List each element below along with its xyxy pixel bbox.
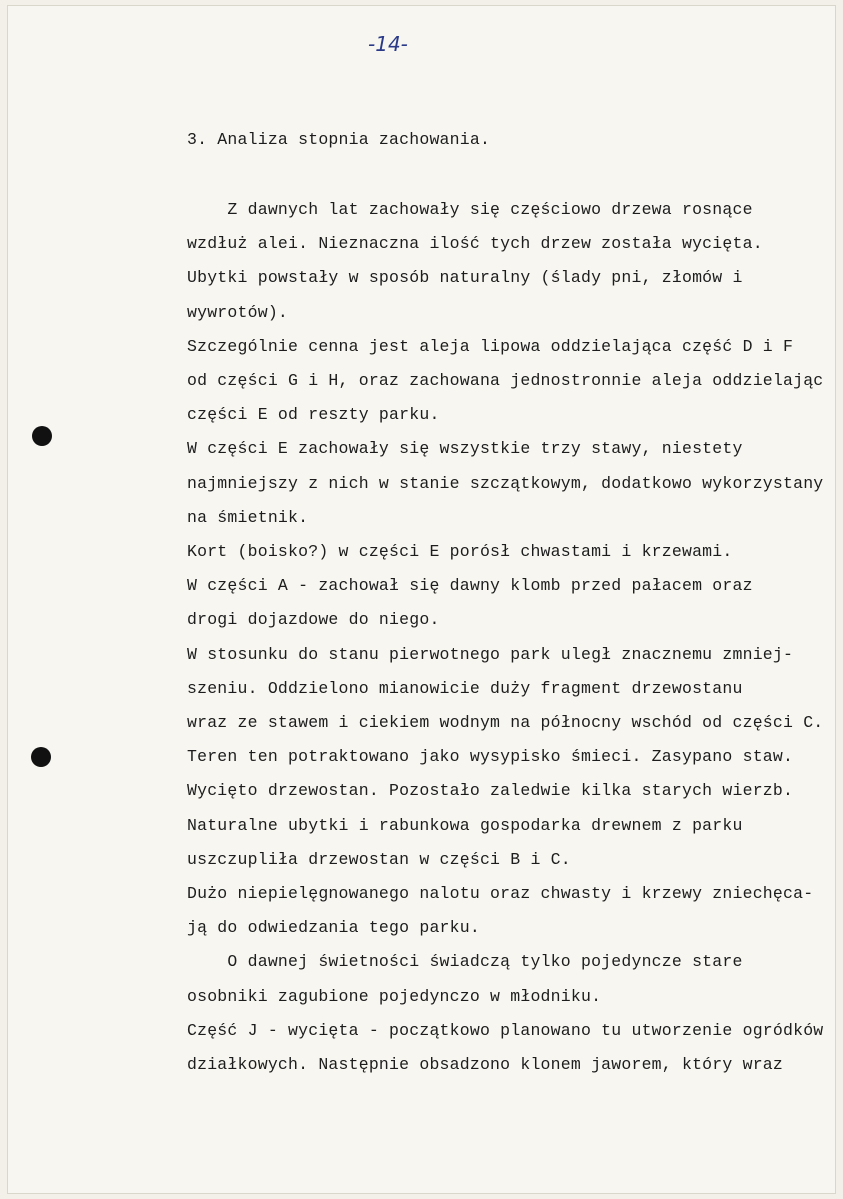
text-line: drogi dojazdowe do niego.	[187, 610, 440, 630]
text-line: osobniki zagubione pojedynczo w młodniku.	[187, 986, 602, 1006]
text-line: wraz ze stawem i ciekiem wodnym na północny wschód od części C.	[187, 713, 824, 732]
text-line: Teren ten potraktowano jako wysypisko śmieci. Zasypano staw.	[187, 747, 794, 767]
text-line: części E od reszty parku.	[187, 405, 440, 425]
text-line: Wycięto drzewostan. Pozostało zaledwie kilka starych wierzb.	[187, 781, 794, 801]
text-line: ją do odwiedzania tego parku.	[187, 918, 480, 938]
text-line: wzdłuż alei. Nieznaczna ilość tych drzew została wycięta.	[187, 234, 763, 254]
text-line: Z dawnych lat zachowały się częściowo drzewa rosnące	[187, 200, 753, 219]
text-line: Szczególnie cenna jest aleja lipowa oddzielająca część D i F	[187, 336, 794, 356]
text-line: Ubytki powstały w sposób naturalny (ślady pni, złomów i	[187, 268, 743, 288]
text-line: najmniejszy z nich w stanie szczątkowym, dodatkowo wykorzystany	[187, 473, 824, 493]
text-line: W stosunku do stanu pierwotnego park uległ znacznemu zmniej-	[187, 644, 794, 664]
text-line: na śmietnik.	[187, 507, 309, 527]
text-line: szeniu. Oddzielono mianowicie duży fragment drzewostanu	[187, 678, 743, 698]
text-line: działkowych. Następnie obsadzono klonem jaworem, który wraz	[187, 1055, 783, 1074]
text-line: Dużo niepielęgnowanego nalotu oraz chwasty i krzewy zniechęca-	[187, 884, 814, 903]
text-line: O dawnej świetności świadczą tylko pojedyncze stare	[187, 952, 743, 972]
text-line: uszczupliła drzewostan w części B i C.	[187, 849, 571, 869]
text-line: Naturalne ubytki i rabunkowa gospodarka drewnem z parku	[187, 815, 743, 835]
text-line: W części E zachowały się wszystkie trzy stawy, niestety	[187, 439, 743, 459]
punch-hole-bottom	[31, 747, 51, 767]
text-line: Kort (boisko?) w części E porósł chwastami i krzewami.	[187, 542, 733, 561]
text-line: Część J - wycięta - początkowo planowano tu utworzenie ogródków	[187, 1020, 824, 1040]
text-line: W części A - zachował się dawny klomb przed pałacem oraz	[187, 576, 753, 596]
section-heading: 3. Analiza stopnia zachowania.	[187, 130, 491, 149]
text-line: od części G i H, oraz zachowana jednostronnie aleja oddzielając	[187, 371, 824, 390]
punch-hole-top	[32, 426, 52, 446]
document-page	[8, 6, 835, 1193]
page-number: -14-	[368, 32, 408, 56]
text-line: wywrotów).	[187, 302, 289, 322]
